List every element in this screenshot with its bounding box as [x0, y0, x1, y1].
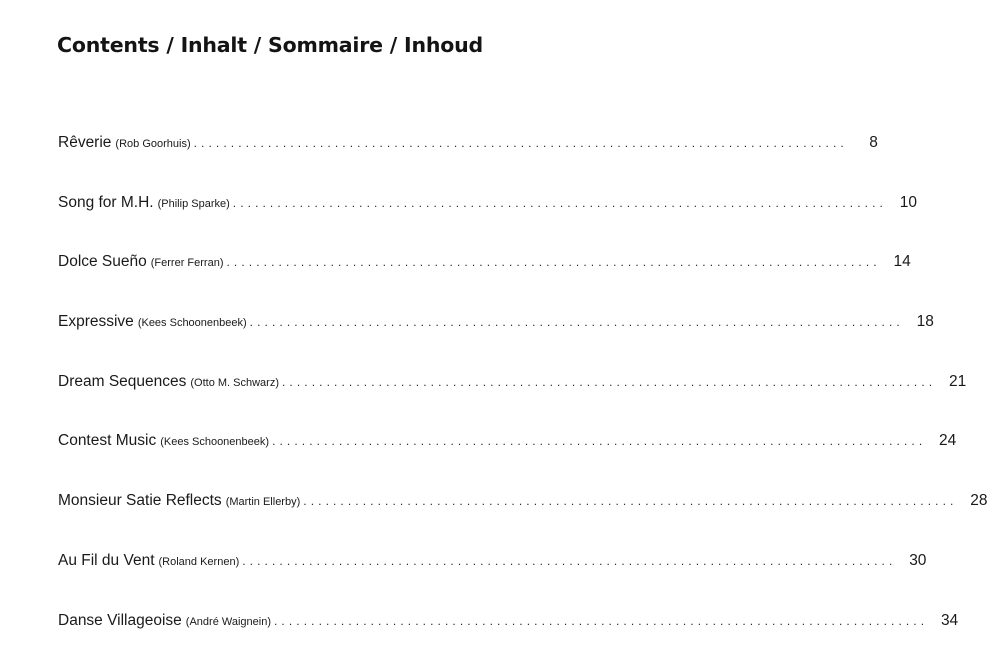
- piece-title: Song for M.H.: [58, 193, 154, 211]
- page-number: 28: [970, 492, 987, 510]
- dot-leader: ........................................................................................: [193, 136, 848, 150]
- toc-entry: [58, 367, 967, 427]
- toc-entry: [58, 188, 917, 248]
- piece-title: Contest Music: [58, 432, 157, 450]
- composer-name: (Ferrer Ferran): [150, 257, 224, 270]
- page-number: 34: [940, 611, 959, 629]
- piece-title: Danse Villageoise: [58, 611, 182, 629]
- page-number: 18: [916, 313, 934, 331]
- composer-name: (Kees Schoonenbeek): [137, 317, 247, 330]
- page-number: 21: [948, 372, 967, 390]
- table-of-contents: [58, 128, 987, 665]
- dot-leader: ........................................................................................: [232, 195, 887, 210]
- dot-leader: ........................................................................................: [226, 255, 881, 270]
- dot-leader: ........................................................................................: [272, 434, 927, 449]
- composer-name: (Rob Goorhuis): [115, 138, 191, 150]
- composer-name: (Roland Kernen): [158, 555, 240, 568]
- piece-title: Au Fil du Vent: [58, 551, 155, 569]
- dot-leader: ........................................................................................: [282, 374, 937, 389]
- piece-title: Monsieur Satie Reflects: [58, 492, 222, 510]
- toc-entry: [58, 247, 911, 307]
- toc-entry: [58, 426, 957, 486]
- page-number: 24: [939, 432, 957, 450]
- composer-name: (Martin Ellerby): [225, 496, 301, 509]
- piece-title: Expressive: [58, 313, 134, 331]
- page-title: Contents / Inhalt / Sommaire / Inhoud: [57, 33, 483, 57]
- page-number: 14: [893, 253, 911, 271]
- toc-entry: [58, 606, 959, 666]
- piece-title: Dolce Sueño: [58, 253, 147, 271]
- composer-name: (Philip Sparke): [157, 197, 230, 210]
- toc-entry: [58, 486, 987, 546]
- toc-entry: [58, 128, 878, 188]
- dot-leader: ........................................................................................: [249, 315, 904, 330]
- page-number: 8: [869, 134, 878, 151]
- piece-title: Rêverie: [58, 134, 112, 151]
- toc-entry: [58, 546, 927, 606]
- piece-title: Dream Sequences: [58, 372, 187, 390]
- dot-leader: ........................................................................................: [242, 553, 897, 568]
- composer-name: (André Waignein): [185, 615, 271, 628]
- composer-name: (Otto M. Schwarz): [190, 376, 279, 389]
- toc-entry: [58, 307, 934, 367]
- dot-leader: ........................................................................................: [303, 494, 958, 509]
- dot-leader: ........................................................................................: [273, 613, 929, 628]
- composer-name: (Kees Schoonenbeek): [160, 436, 270, 449]
- page-number: 10: [899, 193, 917, 211]
- page-number: 30: [909, 551, 927, 569]
